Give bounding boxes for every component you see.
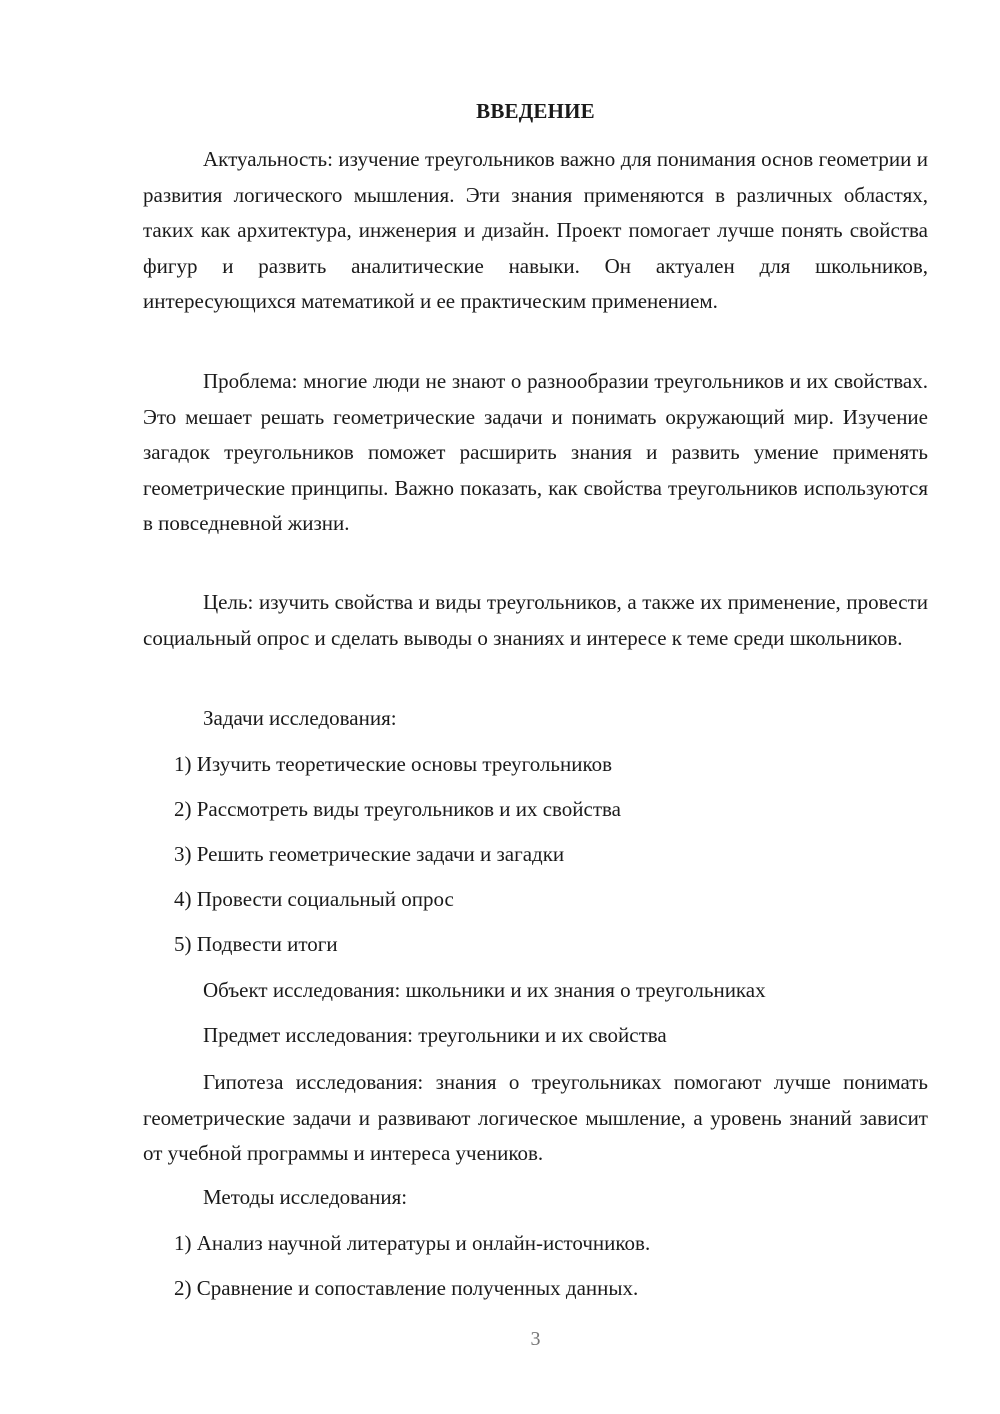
task-item: 2) Рассмотреть виды треугольников и их свойства <box>174 797 621 821</box>
method-item: 1) Анализ научной литературы и онлайн-источников. <box>174 1231 651 1255</box>
paragraph-hypothesis: Гипотеза исследования: знания о треугольниках помогают лучше понимать геометрические задачи и развивают логическое мышление, а уровень знаний зависит от учебной программы и интереса учеников. <box>143 1070 928 1165</box>
task-item: 4) Провести социальный опрос <box>174 887 454 911</box>
task-item: 1) Изучить теоретические основы треугольников <box>174 752 613 776</box>
page-number: 3 <box>530 1328 541 1350</box>
task-item: 5) Подвести итоги <box>174 932 338 956</box>
section-title: ВВЕДЕНИЕ <box>476 99 595 123</box>
paragraph-problem: Проблема: многие люди не знают о разнообразии треугольников и их свойствах. Это мешает решать геометрические задачи и понимать окружающий мир. Изучение загадок треугольников поможет расширить знания и развить умение применять геометрические принципы. Важно показать, как свойства треугольников используются в повседневной жизни. <box>143 369 928 535</box>
tasks-heading: Задачи исследования: <box>203 706 397 730</box>
research-object: Объект исследования: школьники и их знания о треугольниках <box>203 978 766 1002</box>
paragraph-goal: Цель: изучить свойства и виды треугольников, а также их применение, провести социальный опрос и сделать выводы о знаниях и интересе к теме среди школьников. <box>143 590 928 650</box>
research-subject: Предмет исследования: треугольники и их свойства <box>203 1023 667 1047</box>
paragraph-relevance: Актуальность: изучение треугольников важно для понимания основ геометрии и развития логического мышления. Эти знания применяются в различных областях, таких как архитектура, инженерия и дизайн. Проект помогает лучше понять свойства фигур и развить аналитические навыки. Он актуален для школьников, интересующихся математикой и ее практическим применением. <box>143 147 928 313</box>
methods-heading: Методы исследования: <box>203 1185 408 1209</box>
task-item: 3) Решить геометрические задачи и загадки <box>174 842 565 866</box>
method-item: 2) Сравнение и сопоставление полученных данных. <box>174 1276 639 1300</box>
